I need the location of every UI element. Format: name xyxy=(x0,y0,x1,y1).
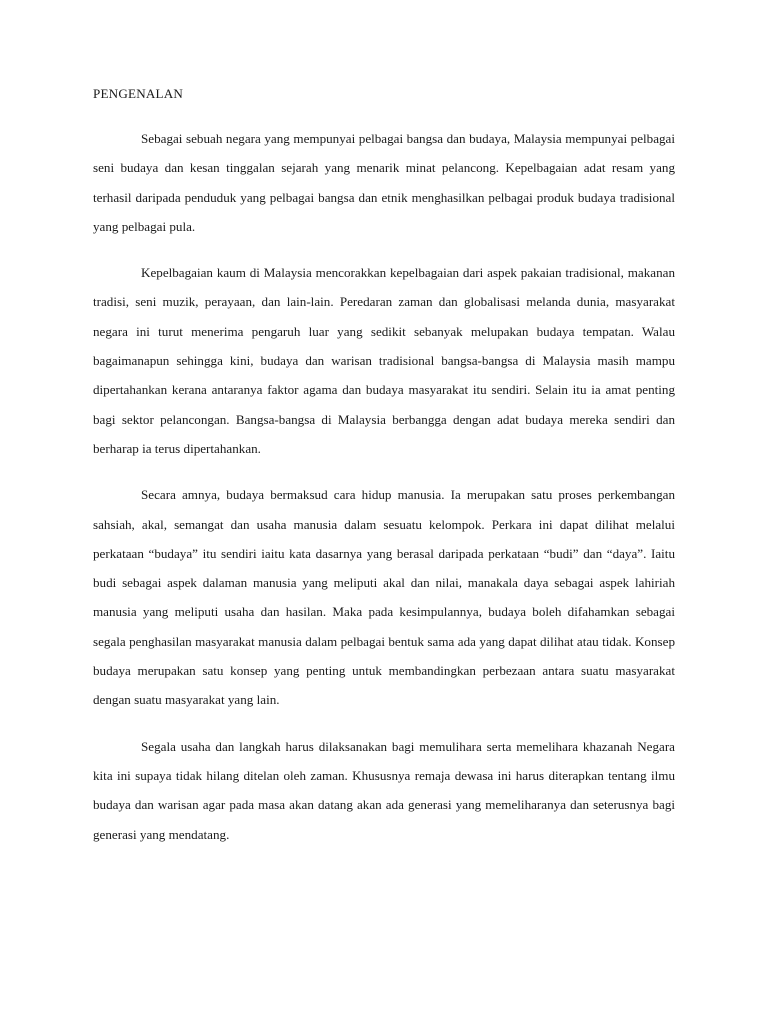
paragraph-4: Segala usaha dan langkah harus dilaksanakan bagi memulihara serta memelihara khazanah Negara kita ini supaya tidak hilang ditelan oleh zaman. Khususnya remaja dewasa ini harus diterapkan tentang ilmu budaya dan warisan agar pada masa akan datang akan ada generasi yang memeliharanya dan seterusnya bagi generasi yang mendatang. xyxy=(93,738,675,842)
document-body xyxy=(93,84,675,849)
paragraph-1: Sebagai sebuah negara yang mempunyai pelbagai bangsa dan budaya, Malaysia mempunyai pelbagai seni budaya dan kesan tinggalan sejarah yang menarik minat pelancong. Kepelbagaian adat resam yang terhasil daripada penduduk yang pelbagai bangsa dan etnik menghasilkan pelbagai produk budaya tradisional yang pelbagai pula. xyxy=(93,131,675,234)
section-heading: PENGENALAN xyxy=(93,86,184,101)
paragraph-3: Secara amnya, budaya bermaksud cara hidup manusia. Ia merupakan satu proses perkembangan sahsiah, akal, semangat dan usaha manusia dalam sesuatu kelompok. Perkara ini dapat dilihat melalui perkataan “budaya” itu sendiri iaitu kata dasarnya yang berasal daripada perkataan “budi” dan “daya”. Iaitu budi sebagai aspek dalaman manusia yang meliputi akal dan nilai, manakala daya sebagai aspek lahiriah manusia yang meliputi usaha dan hasilan. Maka pada kesimpulannya, budaya boleh difahamkan sebagai segala penghasilan masyarakat manusia dalam pelbagai bentuk sama ada yang dapat dilihat atau tidak. Konsep budaya merupakan satu konsep yang penting untuk membandingkan perbezaan antara suatu masyarakat dengan suatu masyarakat yang lain. xyxy=(93,487,675,708)
paragraph-2: Kepelbagaian kaum di Malaysia mencorakkan kepelbagaian dari aspek pakaian tradisional, makanan tradisi, seni muzik, perayaan, dan lain-lain. Peredaran zaman dan globalisasi melanda dunia, masyarakat negara ini turut menerima pengaruh luar yang sedikit sebanyak melupakan budaya tempatan. Walau bagaimanapun sehingga kini, budaya dan warisan tradisional bangsa-bangsa di Malaysia masih mampu dipertahankan kerana antaranya faktor agama dan budaya masyarakat itu sendiri. Selain itu ia amat penting bagi sektor pelancongan. Bangsa-bangsa di Malaysia berbangga dengan adat budaya mereka sendiri dan berharap ia terus dipertahankan. xyxy=(93,265,675,456)
